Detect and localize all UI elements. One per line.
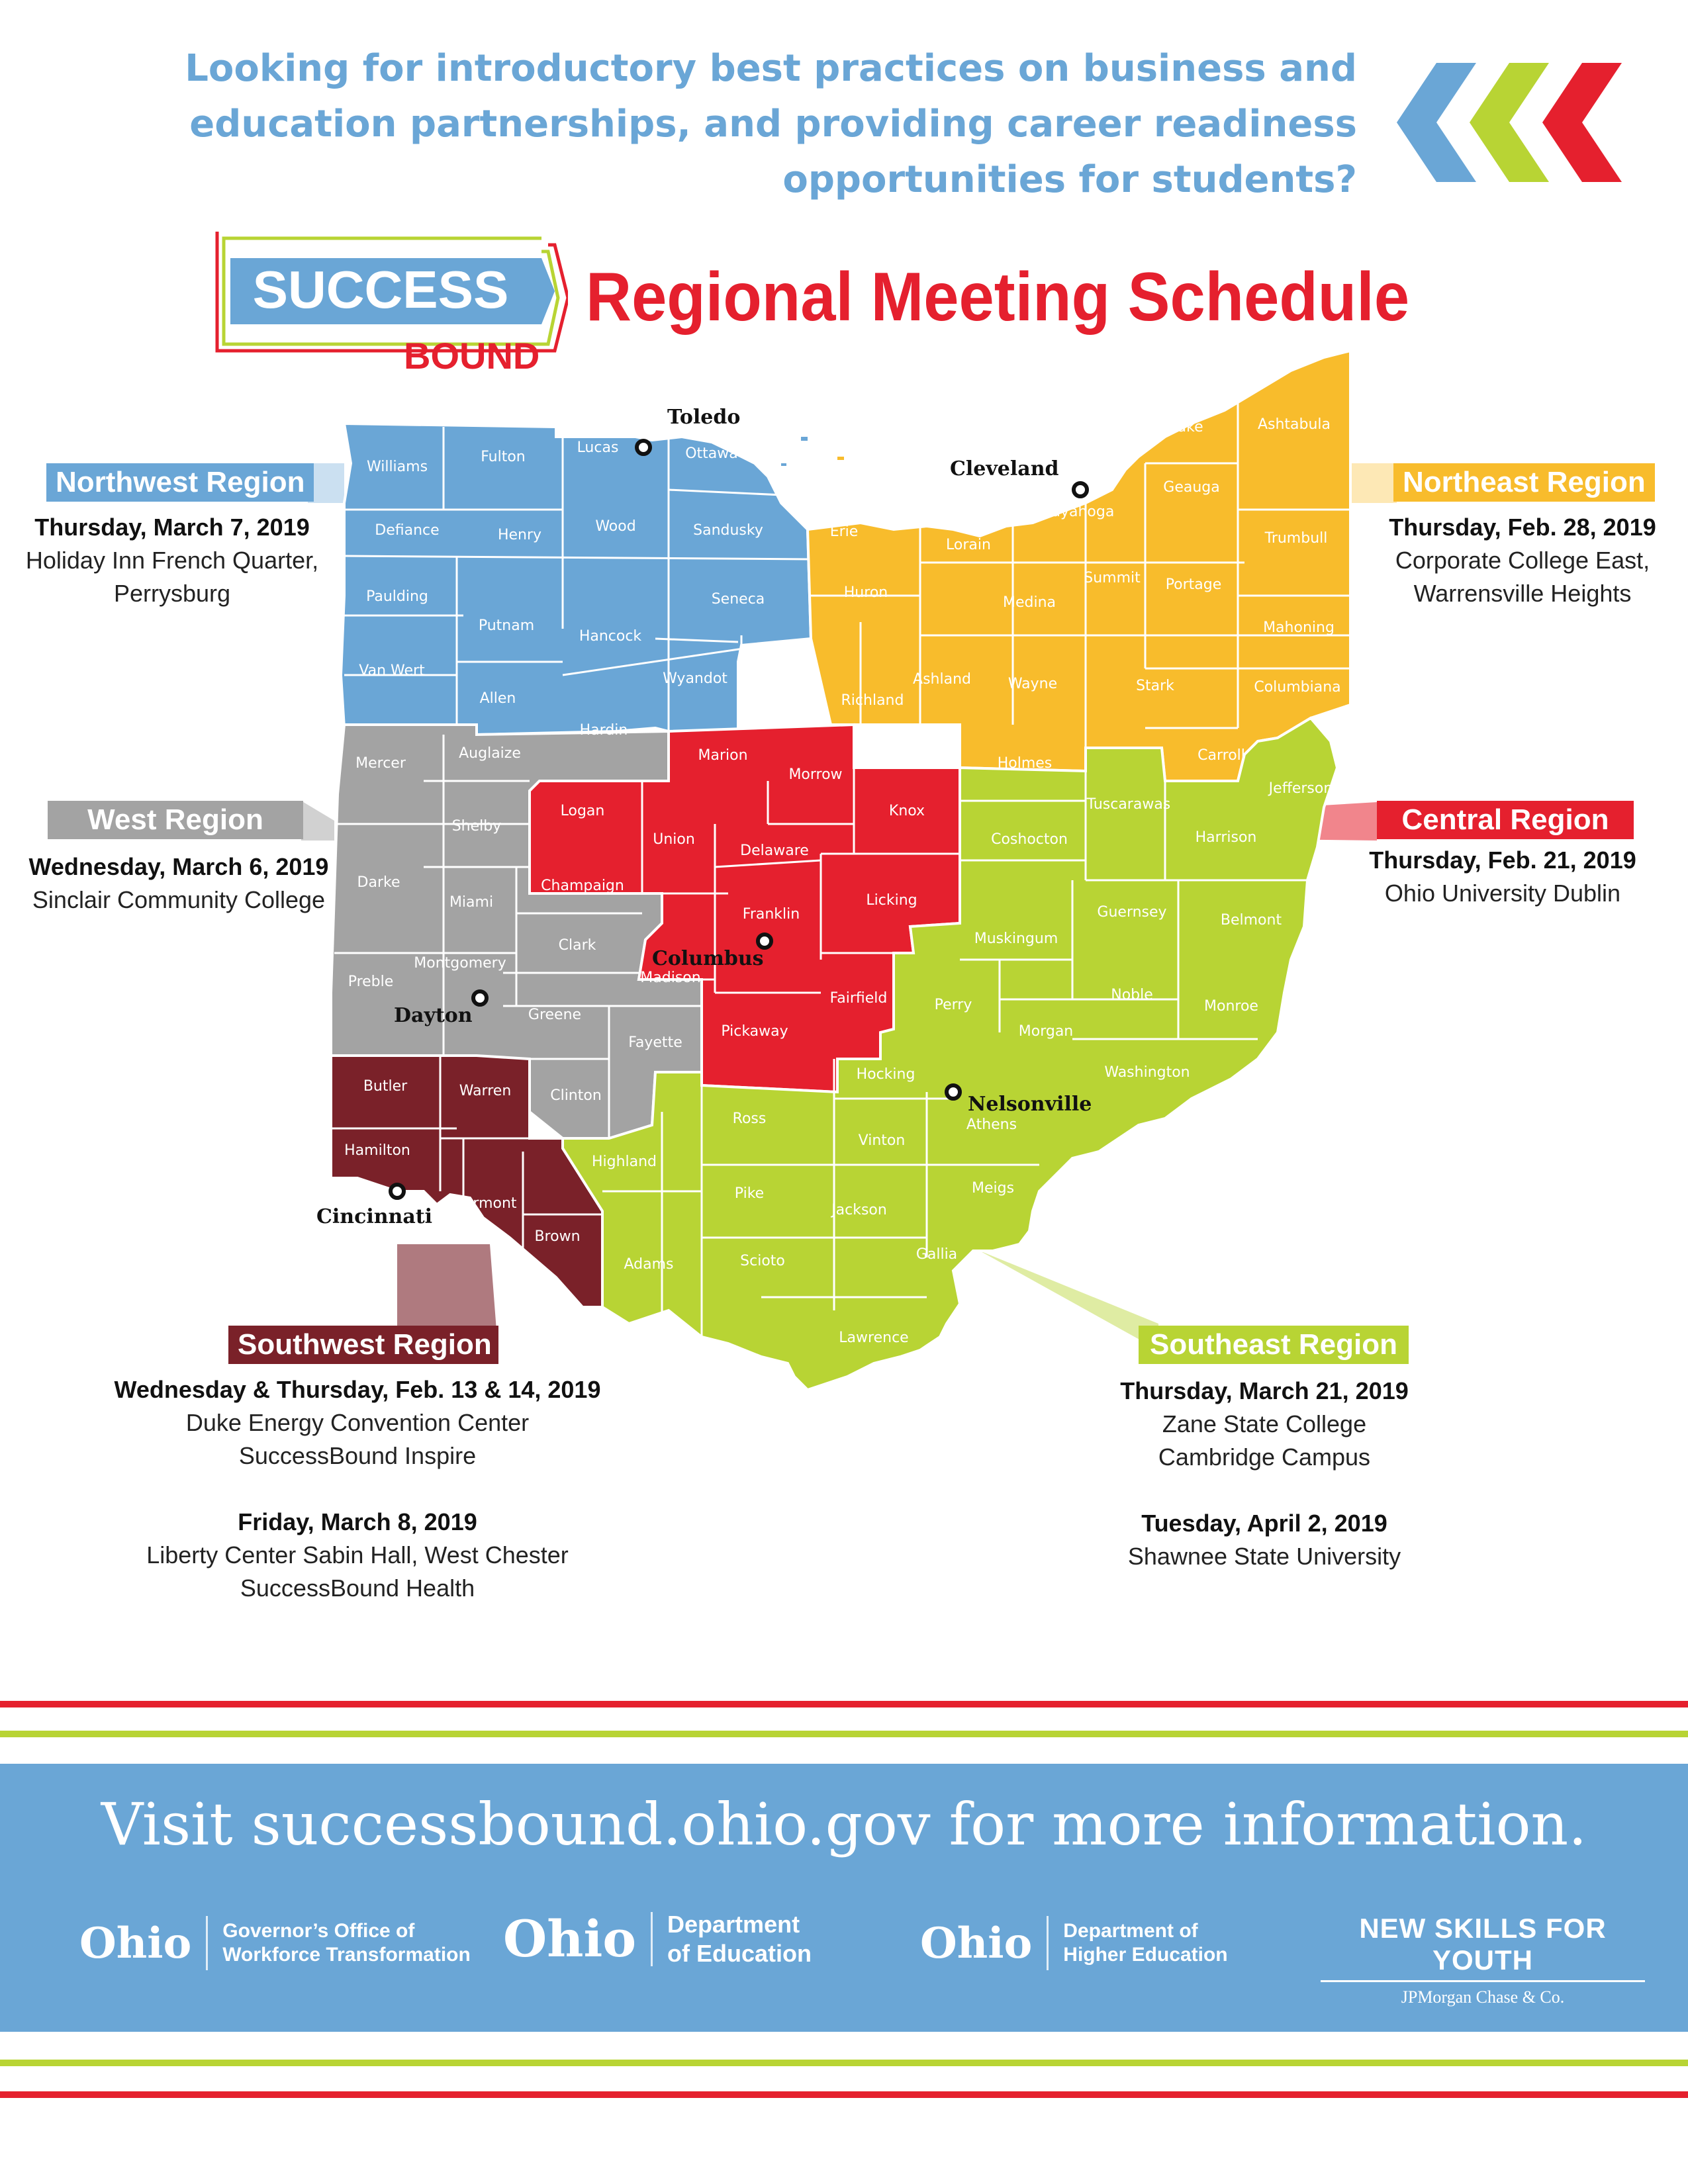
county-label-richland: Richland: [841, 692, 904, 709]
county-label-marion: Marion: [698, 747, 748, 764]
partner-3-line-2: Higher Education: [1063, 1944, 1228, 1966]
ohio-logo-3: Ohio: [920, 1918, 1033, 1968]
logo-success-text: SUCCESS: [252, 260, 509, 319]
county-label-geauga: Geauga: [1163, 479, 1220, 496]
northwest-date: Thursday, March 7, 2019: [34, 514, 310, 541]
southeast-venue-1-line-1: Zane State College: [1162, 1410, 1367, 1437]
west-schedule: [13, 850, 344, 917]
county-label-fulton: Fulton: [481, 449, 526, 465]
county-label-miami: Miami: [449, 894, 494, 911]
county-label-montgomery: Montgomery: [414, 955, 506, 972]
county-label-belmont: Belmont: [1220, 912, 1282, 929]
southeast-region-label: Southeast Region: [1139, 1326, 1409, 1364]
west-date: Wednesday, March 6, 2019: [28, 853, 329, 880]
county-label-mahoning: Mahoning: [1263, 619, 1335, 636]
county-label-coshocton: Coshocton: [991, 831, 1068, 848]
county-label-perry: Perry: [934, 997, 972, 1013]
county-label-harrison: Harrison: [1195, 829, 1257, 846]
southeast-venue-2-line-1: Shawnee State University: [1127, 1543, 1401, 1570]
partner-divider-2: [651, 1912, 653, 1966]
ohio-logo-2: Ohio: [503, 1909, 637, 1968]
city-label-nelsonville: Nelsonville: [968, 1093, 1092, 1116]
county-label-vinton: Vinton: [858, 1132, 906, 1149]
county-label-clinton: Clinton: [550, 1087, 602, 1104]
lake-islands: [781, 437, 844, 466]
county-label-summit: Summit: [1084, 570, 1141, 586]
county-label-muskingum: Muskingum: [974, 931, 1058, 947]
partner-governors-office: [79, 1916, 471, 1970]
west-venue-line-1: Sinclair Community College: [32, 886, 326, 913]
county-label-carroll: Carroll: [1197, 747, 1245, 764]
county-label-hancock: Hancock: [579, 628, 642, 645]
visit-website-text: Visit successbound.ohio.gov for more information.: [101, 1790, 1587, 1858]
county-label-knox: Knox: [888, 803, 925, 819]
partner-divider-1: [206, 1916, 208, 1970]
partner-3-line-1: Department of: [1063, 1920, 1198, 1942]
county-label-pickaway: Pickaway: [721, 1023, 788, 1040]
partner-1-line-1: Governor’s Office of: [222, 1920, 415, 1942]
county-label-athens: Athens: [966, 1116, 1017, 1133]
county-label-butler: Butler: [363, 1078, 408, 1095]
page-title: Regional Meeting Schedule: [586, 259, 1410, 336]
county-label-morgan: Morgan: [1018, 1023, 1074, 1040]
county-label-adams: Adams: [624, 1256, 674, 1273]
northeast-schedule: [1364, 511, 1681, 610]
county-label-paulding: Paulding: [366, 588, 428, 605]
county-label-ashland: Ashland: [913, 671, 971, 688]
ohio-logo-1: Ohio: [79, 1918, 192, 1968]
county-label-hardin: Hardin: [579, 722, 628, 739]
northwest-venue-line-1: Holiday Inn French Quarter,: [25, 547, 319, 574]
county-label-morrow: Morrow: [788, 766, 843, 783]
city-marker-nelsonville: [947, 1085, 960, 1099]
county-label-seneca: Seneca: [711, 591, 765, 608]
county-label-logan: Logan: [560, 803, 605, 819]
county-label-lorain: Lorain: [946, 537, 991, 553]
county-label-henry: Henry: [497, 527, 542, 543]
county-label-meigs: Meigs: [971, 1180, 1015, 1197]
county-label-champaign: Champaign: [541, 878, 624, 894]
southwest-schedule: [93, 1373, 622, 1605]
county-label-allen: Allen: [479, 690, 516, 707]
southeast-connector: [980, 1251, 1158, 1350]
county-label-defiance: Defiance: [375, 522, 440, 539]
city-marker-columbus: [758, 934, 771, 948]
city-marker-cleveland: [1074, 483, 1087, 496]
northeast-venue-line-2: Warrensville Heights: [1413, 580, 1632, 607]
county-label-warren: Warren: [459, 1083, 512, 1099]
city-label-columbus: Columbus: [652, 947, 764, 970]
county-label-trumbull: Trumbull: [1264, 530, 1328, 547]
partner-2-line-1: Department: [667, 1910, 800, 1938]
county-label-brown: Brown: [534, 1228, 581, 1245]
southwest-venue-1-line-1: Duke Energy Convention Center: [185, 1409, 530, 1436]
county-label-clark: Clark: [558, 937, 596, 954]
stripe-red-top: [0, 1701, 1688, 1707]
county-label-tuscarawas: Tuscarawas: [1086, 796, 1171, 813]
county-label-portage: Portage: [1165, 576, 1222, 593]
county-label-fayette: Fayette: [628, 1034, 682, 1051]
county-label-noble: Noble: [1111, 987, 1153, 1003]
northeast-venue-line-1: Corporate College East,: [1395, 547, 1650, 574]
county-label-jackson: Jackson: [831, 1202, 887, 1218]
southwest-date-2: Friday, March 8, 2019: [238, 1508, 477, 1535]
southeast-date-2: Tuesday, April 2, 2019: [1141, 1510, 1387, 1537]
southwest-venue-2-line-2: SuccessBound Health: [240, 1574, 475, 1602]
intro-line-1: Looking for introductory best practices on business and: [185, 47, 1357, 90]
county-label-holmes: Holmes: [997, 755, 1053, 772]
county-label-mercer: Mercer: [355, 755, 406, 772]
county-label-greene: Greene: [528, 1007, 582, 1023]
city-marker-dayton: [473, 991, 487, 1005]
county-label-guernsey: Guernsey: [1097, 904, 1167, 921]
southwest-region-label: Southwest Region: [228, 1326, 498, 1364]
county-label-darke: Darke: [357, 874, 400, 891]
central-venue-line-1: Ohio University Dublin: [1384, 880, 1621, 907]
northwest-venue-line-2: Perrysburg: [113, 580, 231, 607]
county-label-lake: Lake: [1169, 419, 1203, 435]
southeast-schedule: [1066, 1375, 1463, 1573]
partner-1-line-2: Workforce Transformation: [222, 1944, 471, 1966]
city-label-toledo: Toledo: [667, 406, 741, 429]
west-region-label: West Region: [48, 801, 303, 839]
city-label-cincinnati: Cincinnati: [316, 1205, 433, 1228]
city-label-cleveland: Cleveland: [950, 457, 1059, 480]
southeast-venue-1-line-2: Cambridge Campus: [1158, 1443, 1371, 1471]
county-label-hamilton: Hamilton: [344, 1142, 410, 1159]
northeast-date: Thursday, Feb. 28, 2019: [1389, 514, 1656, 541]
county-label-gallia: Gallia: [915, 1246, 958, 1263]
county-label-franklin: Franklin: [742, 906, 800, 923]
northwest-region-label: Northwest Region: [46, 463, 314, 502]
county-label-auglaize: Auglaize: [459, 745, 521, 762]
county-label-preble: Preble: [348, 974, 394, 990]
city-marker-cincinnati: [391, 1185, 404, 1198]
county-label-ross: Ross: [732, 1111, 767, 1127]
northeast-region-label: Northeast Region: [1393, 463, 1655, 502]
central-schedule: [1344, 844, 1662, 910]
partner-divider-3: [1047, 1916, 1049, 1970]
county-label-scioto: Scioto: [740, 1253, 785, 1269]
southwest-connector: [397, 1244, 496, 1337]
county-label-stark: Stark: [1136, 678, 1174, 694]
county-label-putnam: Putnam: [478, 617, 535, 634]
partner-higher-education: [920, 1916, 1228, 1970]
city-marker-toledo: [637, 441, 650, 454]
northwest-schedule: [13, 511, 331, 610]
county-label-williams: Williams: [366, 459, 428, 475]
northeast-region-shape: [808, 351, 1350, 781]
county-label-licking: Licking: [866, 892, 917, 909]
jpmorgan-logo-text: JPMorgan Chase & Co.: [1401, 1987, 1565, 2007]
county-label-cuyahoga: Cuyahoga: [1041, 504, 1115, 520]
nsfy-logo-text: NEW SKILLS FOR YOUTH: [1321, 1913, 1645, 1982]
county-label-van-wert: Van Wert: [359, 662, 425, 679]
central-region-label: Central Region: [1377, 801, 1634, 839]
county-label-jefferson: Jefferson: [1268, 780, 1333, 797]
county-label-erie: Erie: [829, 523, 859, 540]
southwest-date-1: Wednesday & Thursday, Feb. 13 & 14, 2019: [114, 1376, 601, 1403]
county-label-fairfield: Fairfield: [829, 990, 888, 1007]
county-label-columbiana: Columbiana: [1254, 679, 1341, 696]
county-label-crawford: Crawford: [755, 670, 821, 687]
county-label-wood: Wood: [595, 518, 636, 535]
logo-bound-text: BOUND: [404, 335, 540, 377]
county-label-delaware: Delaware: [740, 842, 809, 859]
county-label-wayne: Wayne: [1008, 676, 1058, 692]
county-label-huron: Huron: [843, 584, 888, 601]
county-label-hocking: Hocking: [856, 1066, 915, 1083]
intro-line-3: opportunities for students?: [782, 158, 1357, 201]
county-label-lucas: Lucas: [577, 439, 619, 456]
partner-2-line-2: of Education: [667, 1939, 812, 1967]
partner-new-skills-for-youth: [1321, 1913, 1645, 2007]
southwest-venue-1-line-2: SuccessBound Inspire: [238, 1442, 477, 1469]
stripe-red-bottom: [0, 2091, 1688, 2098]
county-label-union: Union: [653, 831, 695, 848]
county-label-monroe: Monroe: [1204, 998, 1258, 1015]
county-label-washington: Washington: [1104, 1064, 1190, 1081]
county-label-lawrence: Lawrence: [839, 1330, 909, 1346]
county-label-shelby: Shelby: [451, 818, 502, 835]
county-label-ottawa: Ottawa: [685, 445, 738, 462]
stripe-green-top: [0, 1731, 1688, 1737]
central-date: Thursday, Feb. 21, 2019: [1369, 846, 1636, 874]
county-label-sandusky: Sandusky: [693, 522, 763, 539]
county-label-wyandot: Wyandot: [663, 670, 727, 687]
southwest-venue-2-line-1: Liberty Center Sabin Hall, West Chester: [146, 1541, 569, 1569]
stripe-green-bottom: [0, 2060, 1688, 2066]
county-label-highland: Highland: [591, 1154, 657, 1170]
county-label-medina: Medina: [1002, 594, 1056, 611]
county-label-clermont: Clermont: [449, 1195, 517, 1212]
intro-line-2: education partnerships, and providing career readiness: [189, 103, 1357, 146]
county-label-ashtabula: Ashtabula: [1257, 416, 1331, 433]
county-label-pike: Pike: [734, 1185, 765, 1202]
southeast-date-1: Thursday, March 21, 2019: [1120, 1377, 1409, 1404]
city-label-dayton: Dayton: [394, 1004, 473, 1027]
partner-department-of-education: [503, 1909, 812, 1968]
west-connector: [301, 801, 334, 841]
county-label-madison: Madison: [640, 970, 701, 986]
